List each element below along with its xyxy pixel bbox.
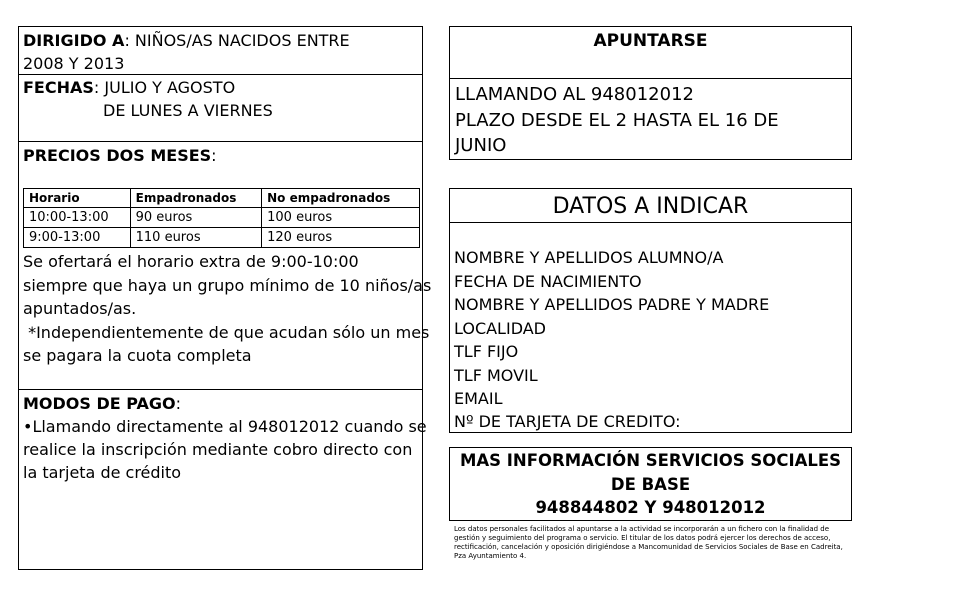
datos-item: TLF FIJO bbox=[454, 342, 519, 361]
dirigido-line1 bbox=[23, 29, 350, 52]
divider bbox=[450, 78, 851, 79]
datos-item: LOCALIDAD bbox=[454, 319, 546, 338]
fechas-label: FECHAS bbox=[23, 78, 94, 97]
datos-title: DATOS A INDICAR bbox=[552, 194, 749, 219]
apuntarse-line: PLAZO DESDE EL 2 HASTA EL 16 DE bbox=[455, 110, 779, 131]
table-row bbox=[24, 228, 420, 248]
divider bbox=[19, 389, 422, 390]
apuntarse-box bbox=[449, 26, 852, 160]
datos-item: Nº DE TARJETA DE CREDITO: bbox=[454, 412, 681, 431]
info-panel-left bbox=[18, 26, 432, 570]
info-line: DE BASE bbox=[610, 475, 691, 494]
fechas-line2: DE LUNES A VIERNES bbox=[103, 101, 273, 120]
table-cell: 10:00-13:00 bbox=[24, 208, 131, 228]
datos-box bbox=[449, 188, 852, 433]
table-header-row bbox=[24, 189, 420, 208]
table-header-cell: Empadronados bbox=[130, 189, 262, 208]
extra-text-line: apuntados/as. bbox=[23, 299, 137, 318]
fechas-line1 bbox=[23, 76, 235, 99]
datos-item: NOMBRE Y APELLIDOS PADRE Y MADRE bbox=[454, 295, 770, 314]
table-header-cell: No empadronados bbox=[262, 189, 420, 208]
datos-item: NOMBRE Y APELLIDOS ALUMNO/A bbox=[454, 248, 724, 267]
datos-item: TLF MOVIL bbox=[454, 366, 538, 385]
info-phone: 948844802 Y 948012012 bbox=[535, 498, 766, 517]
table-header-cell: Horario bbox=[24, 189, 131, 208]
modos-heading: MODOS DE PAGO: bbox=[23, 394, 182, 413]
dirigido-label: DIRIGIDO A bbox=[23, 31, 125, 50]
datos-item: EMAIL bbox=[454, 389, 503, 408]
table-cell: 9:00-13:00 bbox=[24, 228, 131, 248]
apuntarse-title: APUNTARSE bbox=[593, 31, 708, 51]
divider bbox=[19, 74, 422, 75]
extra-text-line: *Independientemente de que acudan sólo un mes bbox=[23, 323, 430, 342]
divider bbox=[19, 141, 422, 142]
dirigido-line2: 2008 Y 2013 bbox=[23, 54, 125, 73]
info-line: MAS INFORMACIÓN SERVICIOS SOCIALES bbox=[459, 451, 842, 470]
apuntarse-line: JUNIO bbox=[455, 135, 507, 156]
modos-line: •Llamando directamente al 948012012 cuando se bbox=[23, 417, 427, 436]
prices-table bbox=[23, 188, 420, 248]
privacy-notice: Los datos personales facilitados al apuntarse a la actividad se incorporarán a un fichero con la finalidad de gestión y seguimiento del programa o servicio. El titular de los datos podrá ejercer los derechos de acceso, rectificación, cancelación y oposición dirigiéndose a Mancomunidad de Servicios Sociales de Base en Cadreita, Pza Ayuntamiento 4. bbox=[454, 525, 843, 560]
apuntarse-line: LLAMANDO AL 948012012 bbox=[455, 84, 694, 105]
dirigido-value: : NIÑOS/AS NACIDOS ENTRE bbox=[124, 31, 350, 50]
extra-text-line: siempre que haya un grupo mínimo de 10 niños/as bbox=[23, 276, 432, 295]
precios-label: PRECIOS DOS MESES bbox=[23, 146, 212, 165]
table-cell: 100 euros bbox=[262, 208, 420, 228]
fechas-value: : JULIO Y AGOSTO bbox=[93, 78, 236, 97]
extra-text-line: se pagara la cuota completa bbox=[23, 346, 252, 365]
more-info-box bbox=[449, 447, 852, 521]
table-cell: 110 euros bbox=[130, 228, 262, 248]
modos-line: la tarjeta de crédito bbox=[23, 463, 182, 482]
table-cell: 120 euros bbox=[262, 228, 420, 248]
modos-line: realice la inscripción mediante cobro directo con bbox=[23, 440, 413, 459]
datos-item: FECHA DE NACIMIENTO bbox=[454, 272, 642, 291]
divider bbox=[450, 222, 851, 223]
precios-heading: PRECIOS DOS MESES: bbox=[23, 146, 217, 165]
extra-text-line: Se ofertará el horario extra de 9:00-10:00 bbox=[23, 252, 359, 271]
modos-label: MODOS DE PAGO bbox=[23, 394, 176, 413]
table-cell: 90 euros bbox=[130, 208, 262, 228]
table-row bbox=[24, 208, 420, 228]
